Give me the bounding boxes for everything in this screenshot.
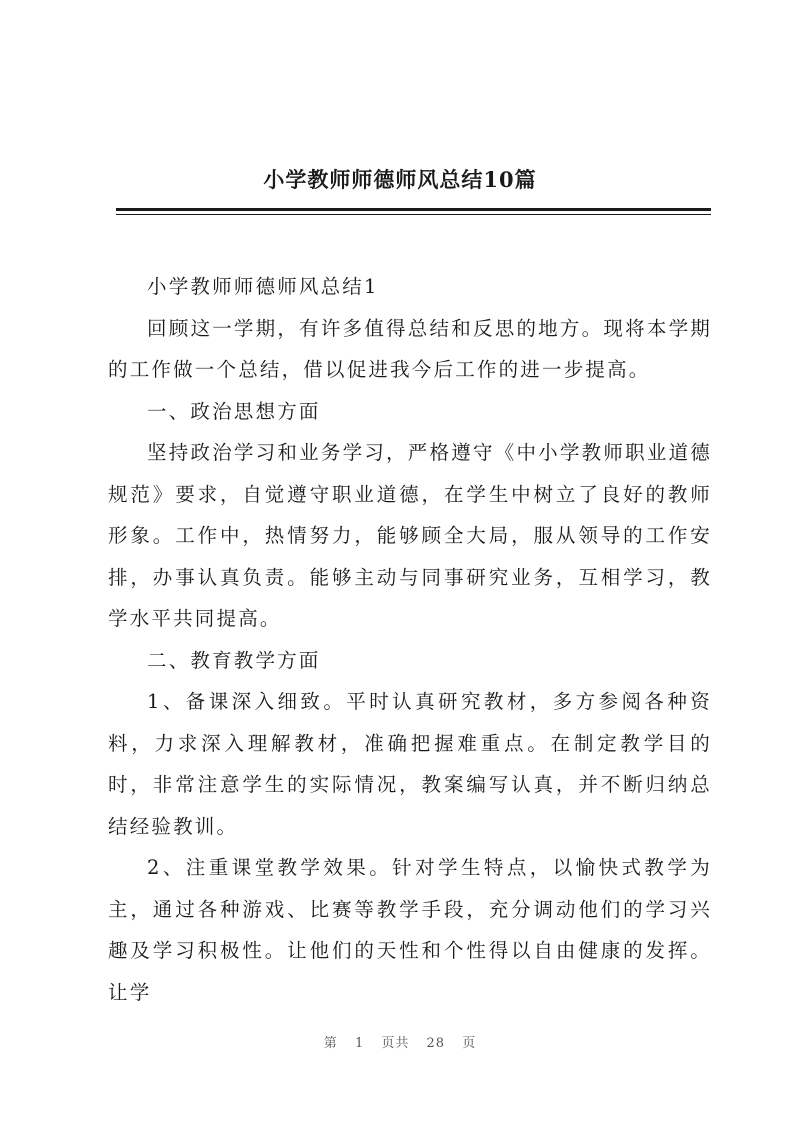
page-footer bbox=[0, 1032, 800, 1051]
footer-middle: 页共 bbox=[381, 1036, 410, 1051]
paragraph: 2、注重课堂教学效果。针对学生特点，以愉快式教学为主，通过各种游戏、比赛等教学手段，充分调动他们的学习兴趣及学习积极性。让他们的天性和个性得以自由健康的发挥。让学 bbox=[108, 856, 712, 1004]
footer-suffix: 页 bbox=[462, 1036, 477, 1051]
paragraph: 坚持政治学习和业务学习，严格遵守《中小学教师职业道德规范》要求，自觉遵守职业道德，在学生中树立了良好的教师形象。工作中，热情努力，能够顾全大局，服从领导的工作安排，办事认真负责。能够主动与同事研究业务，互相学习，教学水平共同提高。 bbox=[108, 441, 712, 630]
footer-total-pages: 28 bbox=[426, 1036, 446, 1051]
title-underline-thin bbox=[116, 214, 711, 215]
document-body bbox=[108, 266, 712, 1013]
paragraph: 1、备课深入细致。平时认真研究教材，多方参阅各种资料，力求深入理解教材，准确把握难重点。在制定教学目的时，非常注意学生的实际情况，教案编写认真，并不断归纳总结经验教训。 bbox=[108, 690, 712, 838]
footer-prefix: 第 bbox=[323, 1036, 338, 1051]
document-title: 小学教师师德师风总结10篇 bbox=[263, 167, 537, 192]
section-heading: 二、教育教学方面 bbox=[147, 648, 321, 672]
section-heading: 一、政治思想方面 bbox=[147, 399, 321, 423]
section-heading: 小学教师师德师风总结1 bbox=[147, 275, 379, 298]
footer-page-number: 1 bbox=[354, 1036, 365, 1051]
paragraph: 回顾这一学期，有许多值得总结和反思的地方。现将本学期的工作做一个总结，借以促进我今后工作的进一步提高。 bbox=[108, 316, 712, 381]
title-underline bbox=[116, 208, 711, 211]
